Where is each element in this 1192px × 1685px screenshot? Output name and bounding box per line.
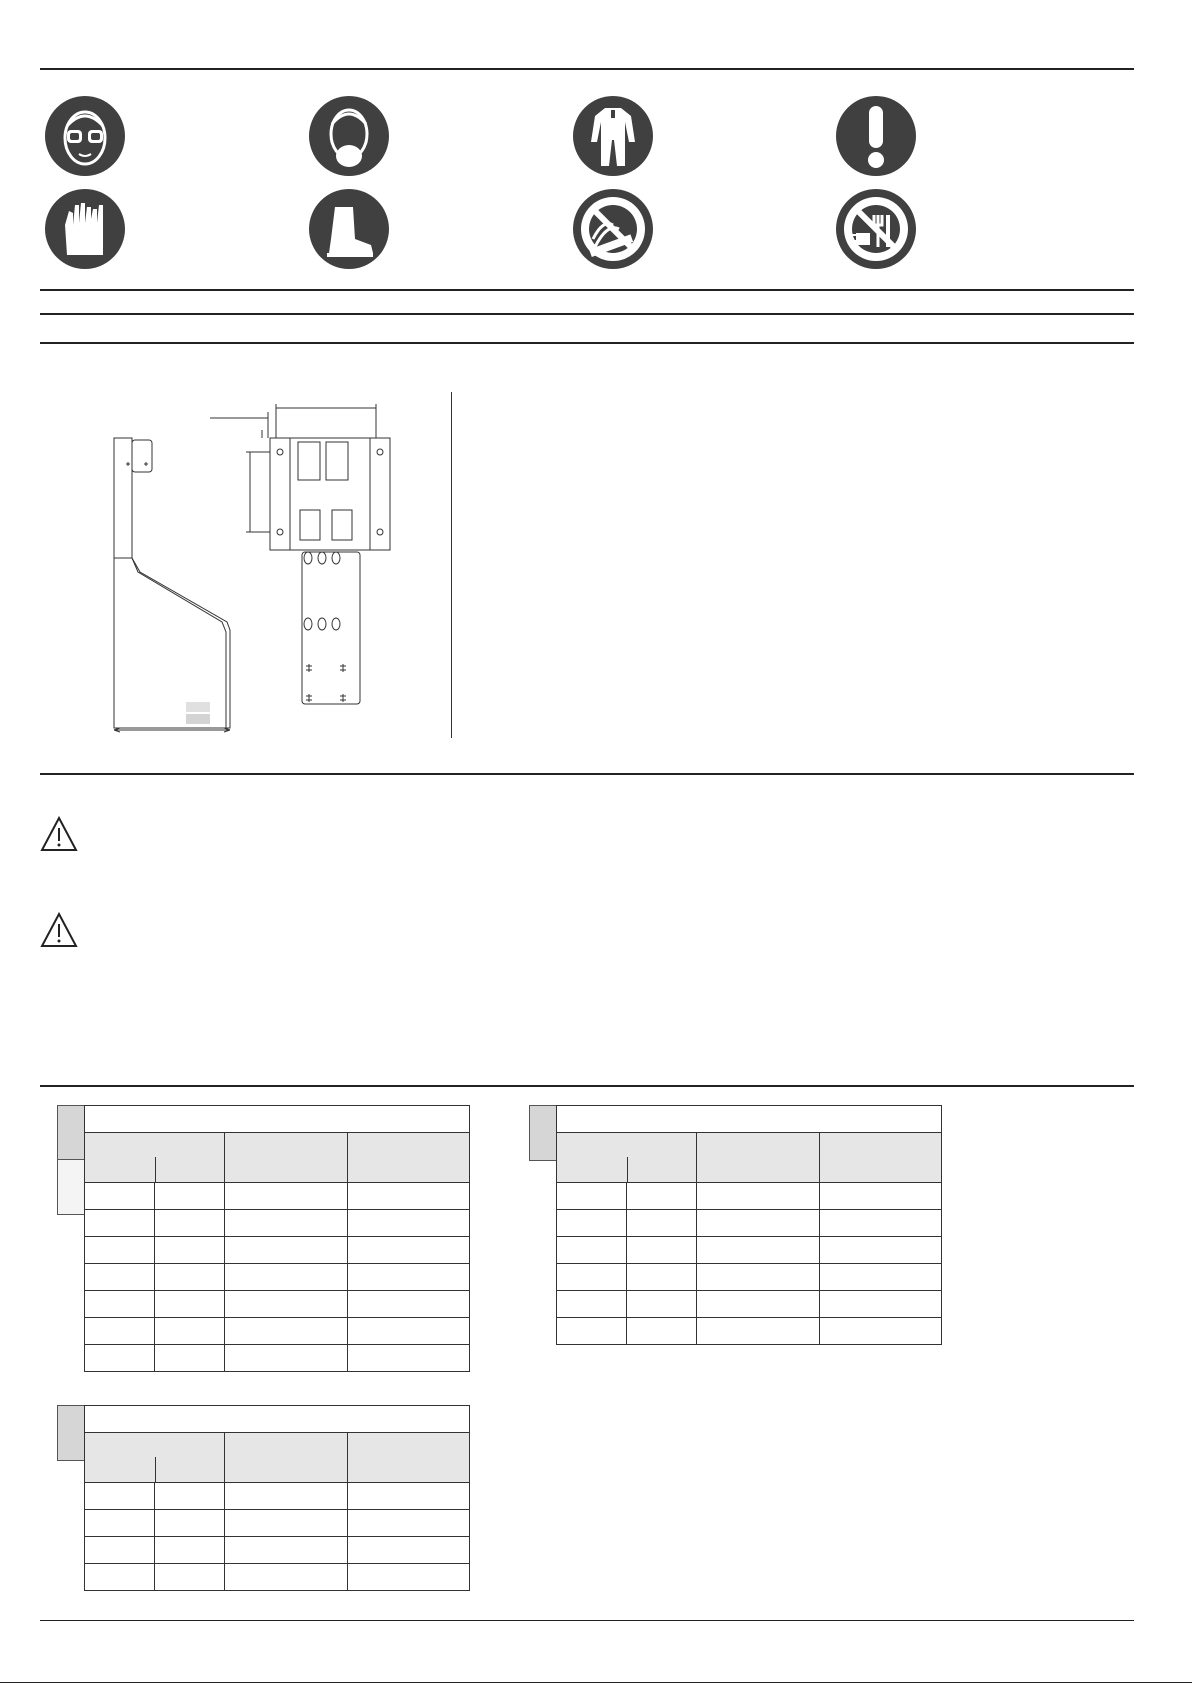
table-subheader [348,1133,470,1183]
section-rule [40,773,1134,775]
table-cell [627,1291,697,1318]
table-subheader [348,1433,470,1483]
table-cell [627,1210,697,1237]
table-cell [155,1264,225,1291]
table-cell [225,1237,348,1264]
table-row [557,1237,942,1264]
table-cell [348,1564,470,1591]
table-cell [155,1291,225,1318]
table-cell [348,1237,470,1264]
table-cell [557,1237,627,1264]
protective-overall-icon [573,96,653,176]
warning-triangle-icon [40,912,78,948]
table-cell [348,1183,470,1210]
table-row [85,1483,470,1510]
footer-rule [40,1620,1134,1621]
table-tab [57,1105,85,1161]
table-row [557,1210,942,1237]
table-subheader [225,1133,348,1183]
respirator-mask-icon [309,96,389,176]
table-subheader [820,1133,942,1183]
table-cell [155,1510,225,1537]
table-subheader [557,1133,697,1183]
section-rule [40,313,1134,315]
page-bottom-rule [0,1682,1192,1683]
table-a-grid [84,1105,470,1372]
table-cell [820,1237,942,1264]
table-cell [225,1510,348,1537]
table-cell [155,1345,225,1372]
table-cell [85,1291,155,1318]
table-row [557,1264,942,1291]
table-row [85,1345,470,1372]
table-cell [627,1318,697,1345]
table-row [85,1237,470,1264]
table-cell [820,1210,942,1237]
table-cell [697,1210,820,1237]
safety-boots-icon [309,189,389,269]
table-tab [529,1105,557,1161]
table-cell [85,1237,155,1264]
data-table-a [57,1105,471,1377]
section-rule [40,1085,1134,1087]
section-rule [40,342,1134,344]
table-cell [557,1318,627,1345]
table-cell [348,1510,470,1537]
general-mandatory-exclamation-icon [836,96,916,176]
data-table-b [529,1105,943,1347]
table-cell [557,1264,627,1291]
table-title [557,1106,942,1133]
table-cell [85,1264,155,1291]
table-cell [697,1318,820,1345]
table-cell [627,1264,697,1291]
table-row [85,1318,470,1345]
table-cell [155,1483,225,1510]
no-eating-drinking-icon [836,189,916,269]
table-cell [225,1291,348,1318]
table-row [85,1564,470,1591]
table-cell [820,1183,942,1210]
table-cell [85,1318,155,1345]
table-cell [348,1345,470,1372]
table-cell [820,1264,942,1291]
bracket-technical-drawing [90,392,450,740]
table-cell [225,1483,348,1510]
table-subheader [85,1133,225,1183]
table-cell [820,1291,942,1318]
table-tab [57,1405,85,1461]
table-cell [85,1510,155,1537]
table-cell [697,1291,820,1318]
table-row [557,1183,942,1210]
table-row [85,1291,470,1318]
table-cell [155,1564,225,1591]
table-cell [155,1210,225,1237]
table-cell [348,1537,470,1564]
table-cell [85,1483,155,1510]
table-cell [557,1210,627,1237]
table-cell [155,1237,225,1264]
table-cell [697,1237,820,1264]
table-cell [155,1183,225,1210]
table-cell [557,1291,627,1318]
warning-triangle-icon [40,816,78,852]
table-cell [697,1264,820,1291]
table-row [85,1183,470,1210]
table-cell [225,1183,348,1210]
safety-goggles-icon [45,96,125,176]
top-rule [40,68,1134,70]
drawing-divider [451,392,452,738]
table-cell [627,1237,697,1264]
table-subheader [697,1133,820,1183]
table-cell [348,1318,470,1345]
table-subheader [85,1433,225,1483]
table-cell [557,1183,627,1210]
table-cell [155,1537,225,1564]
table-cell [225,1537,348,1564]
table-cell [155,1318,225,1345]
table-row [557,1318,942,1345]
table-cell [85,1183,155,1210]
table-c-grid [84,1405,470,1591]
table-cell [348,1264,470,1291]
no-smoking-icon [573,189,653,269]
table-row [85,1537,470,1564]
table-b-grid [556,1105,942,1345]
table-row [85,1510,470,1537]
table-subheader [225,1433,348,1483]
table-tab [57,1159,85,1215]
table-cell [697,1183,820,1210]
table-cell [225,1318,348,1345]
table-cell [85,1537,155,1564]
table-row [85,1210,470,1237]
table-cell [225,1564,348,1591]
table-cell [85,1345,155,1372]
protective-gloves-icon [45,189,125,269]
table-cell [225,1210,348,1237]
table-cell [348,1483,470,1510]
table-title [85,1406,470,1433]
table-cell [627,1183,697,1210]
data-table-c [57,1405,471,1595]
table-row [557,1291,942,1318]
table-row [85,1264,470,1291]
table-cell [820,1318,942,1345]
table-cell [348,1291,470,1318]
section-rule [40,289,1134,291]
table-cell [348,1210,470,1237]
table-cell [225,1345,348,1372]
table-cell [225,1264,348,1291]
table-cell [85,1564,155,1591]
table-title [85,1106,470,1133]
table-cell [85,1210,155,1237]
